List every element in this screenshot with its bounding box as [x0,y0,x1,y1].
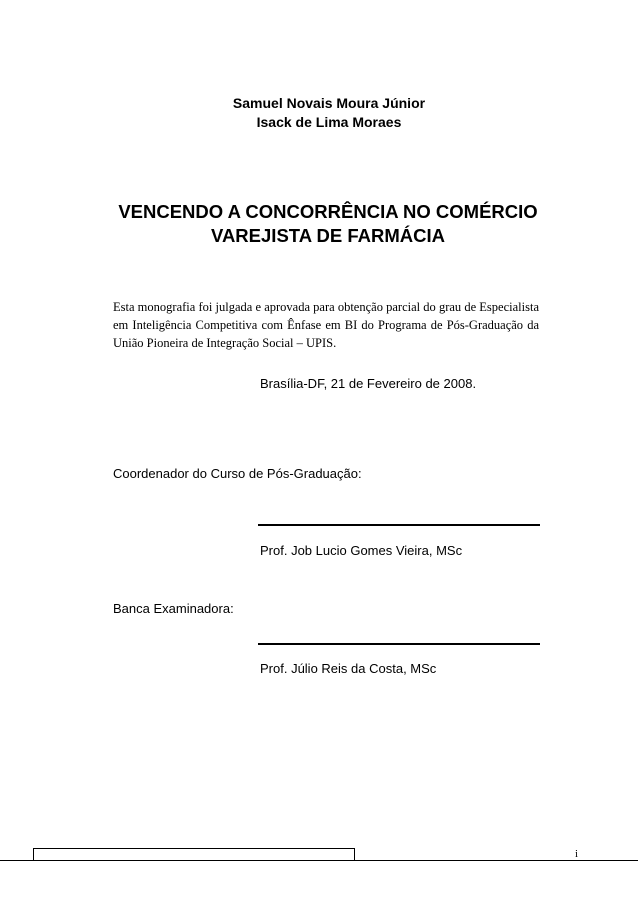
footer-rule [0,860,638,861]
document-title [108,200,548,248]
page-number: i [575,848,579,860]
examining-board-label: Banca Examinadora: [113,601,234,616]
author-name: Samuel Novais Moura Júnior [232,95,426,111]
title-line: VENCENDO A CONCORRÊNCIA NO COMÉRCIO [118,201,538,222]
approval-statement: Esta monografia foi julgada e aprovada para obtenção parcial do grau de Especialista em Inteligência Competitiva com Ênfase em BI do Programa de Pós-Graduação da União Pioneira de Integração Social – UPIS. [113,300,539,350]
author-name: Isack de Lima Moraes [256,114,402,130]
examiner-signature-line [258,643,540,645]
title-line: VAREJISTA DE FARMÁCIA [210,225,445,246]
examiner-name: Prof. Júlio Reis da Costa, MSc [260,661,437,676]
authors-block [0,94,638,132]
coordinator-label: Coordenador do Curso de Pós-Graduação: [113,466,362,481]
place-date: Brasília-DF, 21 de Fevereiro de 2008. [260,376,477,391]
coordinator-signature-line [258,524,540,526]
coordinator-name: Prof. Job Lucio Gomes Vieira, MSc [260,543,463,558]
